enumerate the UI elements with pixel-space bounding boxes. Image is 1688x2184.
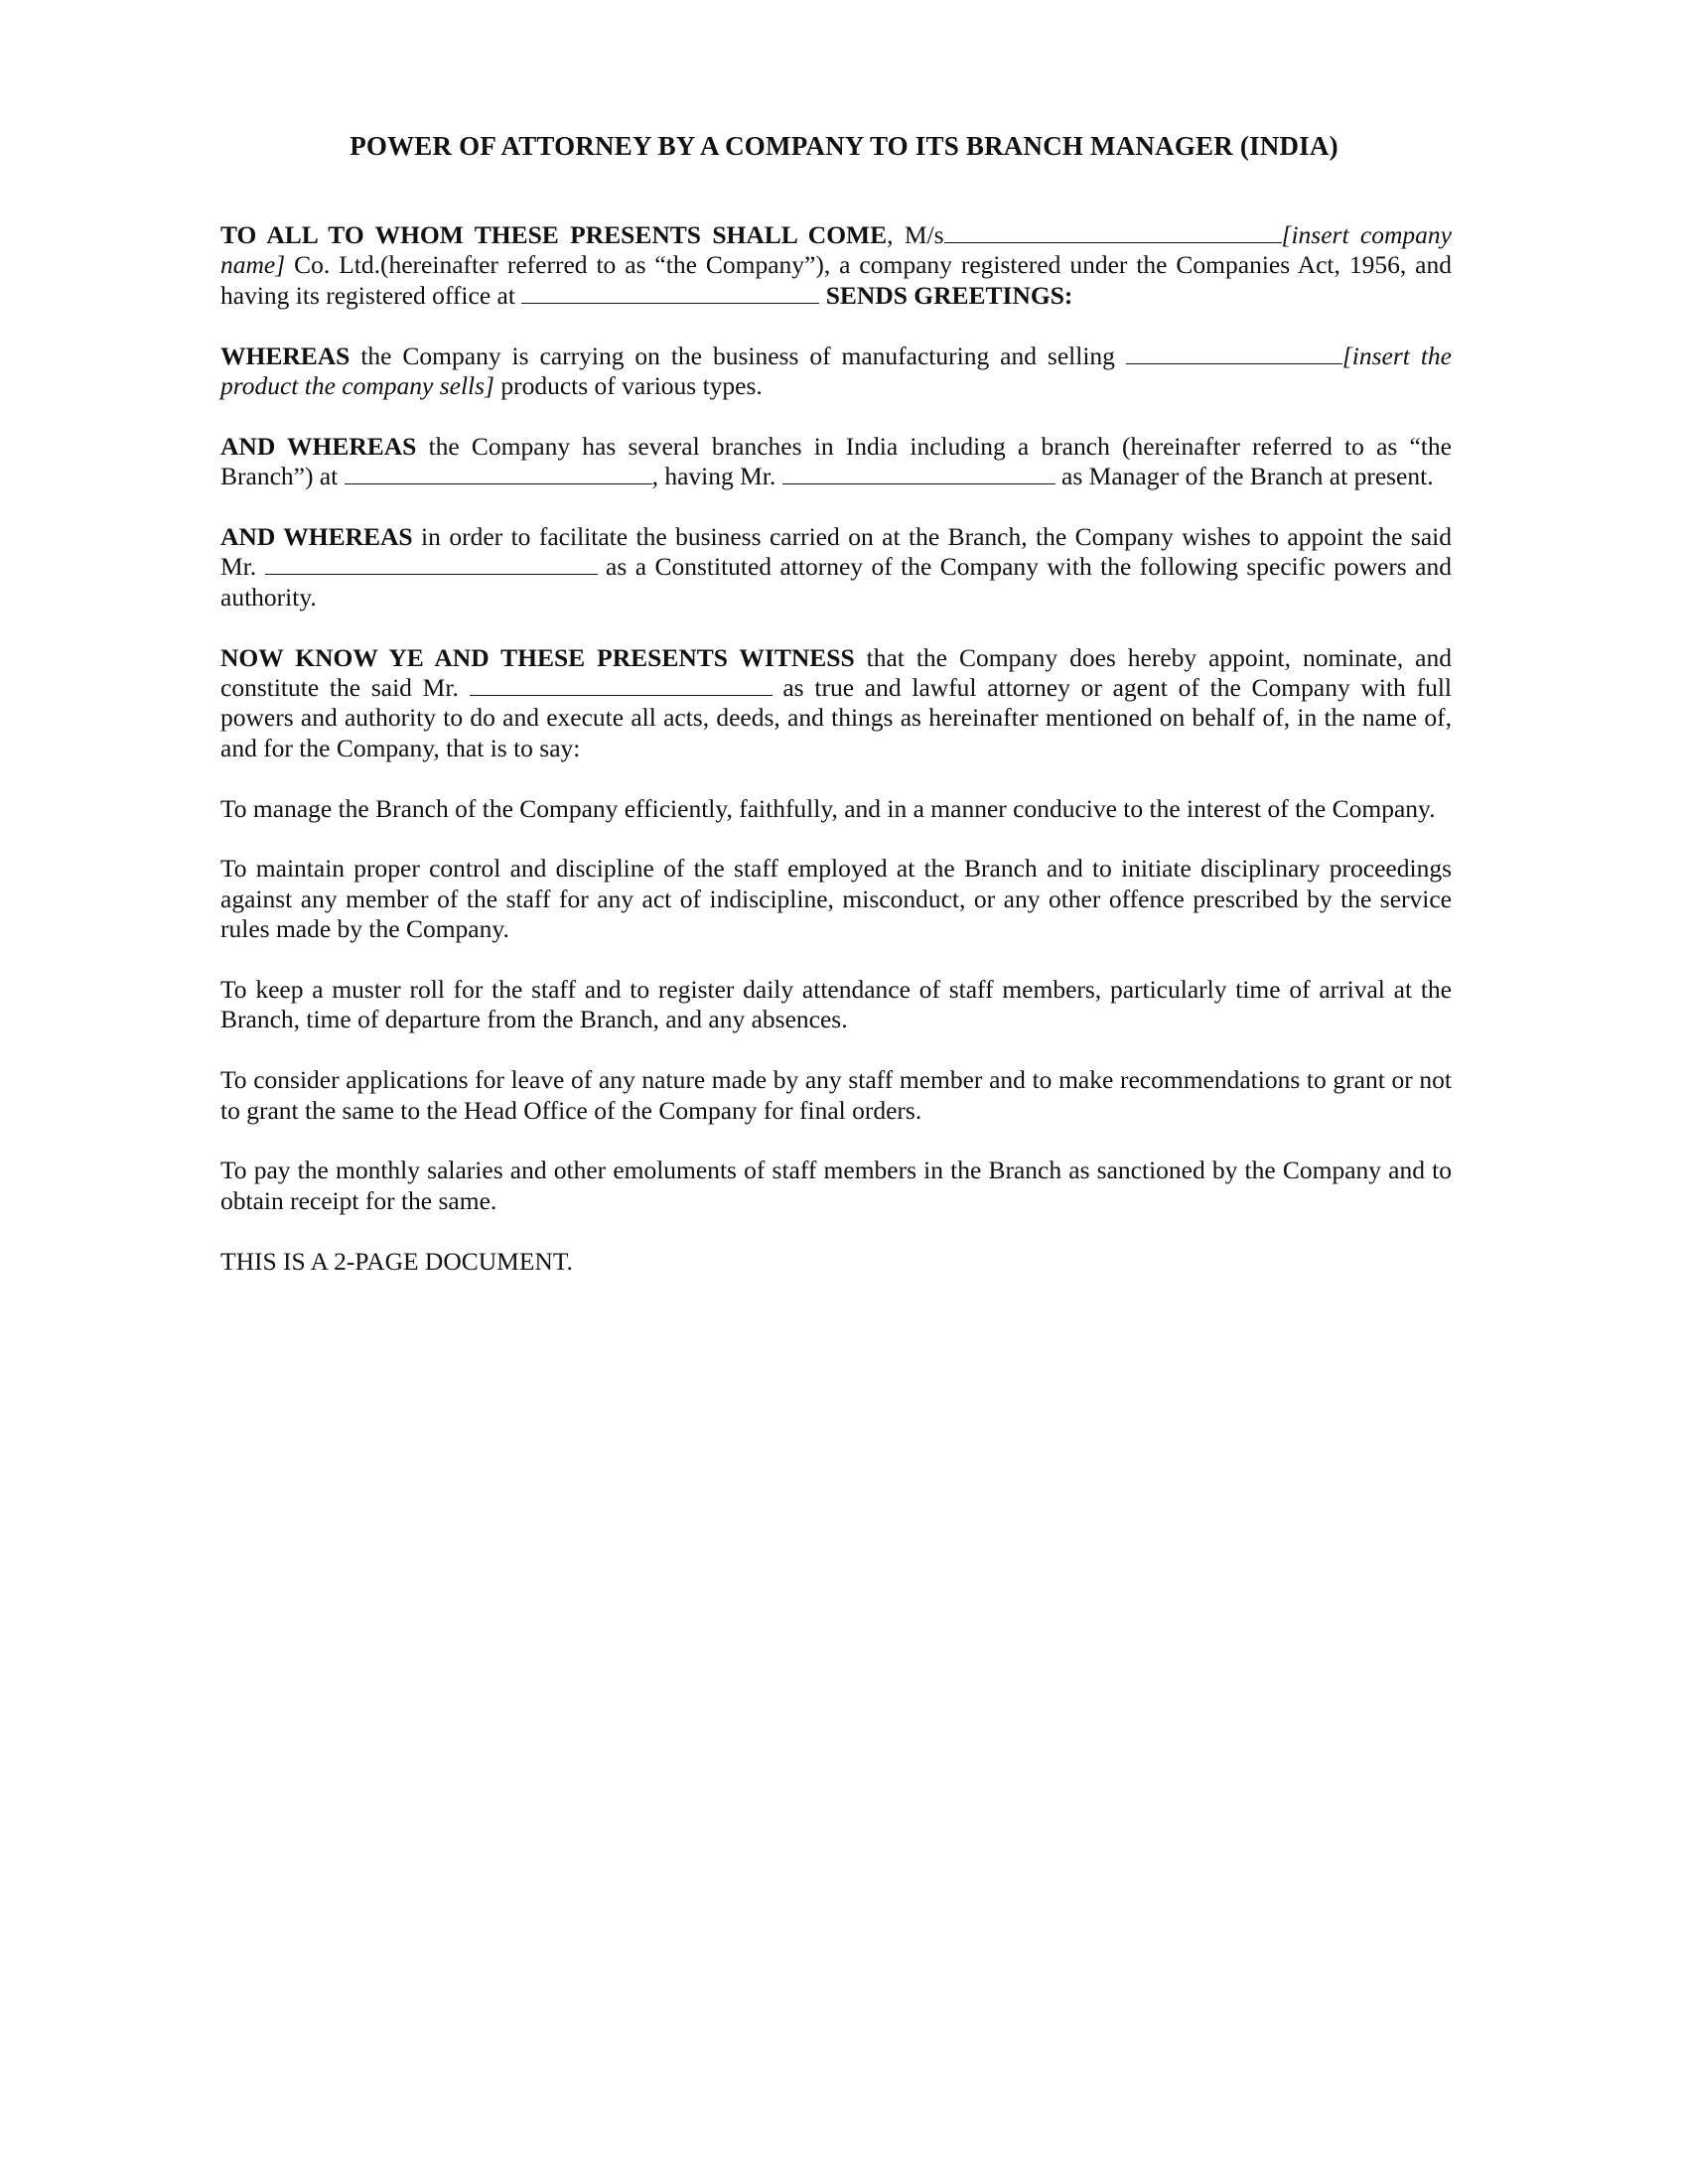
placeholder-company-name: [insert company name]	[220, 220, 1452, 280]
text: as true and lawful attorney or agent of the Company with full powers and authority to do and execute all acts, deeds, and things as hereinafter mentioned on behalf of, in the name of, and for the Company, that is to say:	[220, 673, 1452, 762]
text: as Manager of the Branch at present.	[1055, 462, 1434, 491]
text: the Company has several branches in India including a branch (hereinafter referred to as “the Branch”) at	[220, 431, 1452, 491]
text: , M/s	[887, 220, 944, 249]
company-name-blank[interactable]	[944, 220, 1282, 243]
text: in order to facilitate the business carried on at the Branch, the Company wishes to appoint the said Mr.	[220, 522, 1453, 582]
and-whereas-lead: AND WHEREAS	[220, 522, 413, 552]
text: that the Company does hereby appoint, nominate, and constitute the said Mr.	[220, 642, 1452, 703]
now-know-ye-lead: NOW KNOW YE AND THESE PRESENTS WITNESS	[220, 642, 855, 672]
text: Co. Ltd.(hereinafter referred to as “the Company”), a company registered under the Companies Act, 1956, and having its registered office at	[220, 250, 1452, 310]
power-clause: To maintain proper control and discipline of the staff employed at the Branch and to initiate disciplinary proceedings against any member of the staff for any act of indiscipline, misconduct, or any other offence prescribed by the service rules made by the Company.	[220, 854, 1452, 944]
sends-greetings: SENDS GREETINGS:	[825, 280, 1073, 310]
and-whereas-branch-paragraph	[220, 432, 1452, 492]
and-whereas-appoint-paragraph	[220, 522, 1452, 613]
text: , having Mr.	[651, 462, 782, 491]
document-body	[220, 220, 1452, 1306]
branch-location-blank[interactable]	[345, 462, 652, 484]
text: as a Constituted attorney of the Company with the following specific powers and authority.	[220, 552, 1452, 612]
power-clause: To consider applications for leave of any nature made by any staff member and to make recommendations to grant or not to grant the same to the Head Office of the Company for final orders.	[220, 1065, 1452, 1125]
manager-name-blank[interactable]	[782, 462, 1055, 484]
whereas-paragraph	[220, 341, 1452, 402]
registered-office-blank[interactable]	[521, 281, 819, 304]
document-title: POWER OF ATTORNEY BY A COMPANY TO ITS BRANCH MANAGER (INDIA)	[350, 131, 1338, 161]
and-whereas-lead: AND WHEREAS	[220, 431, 417, 461]
attorney-name-blank[interactable]	[265, 552, 598, 575]
placeholder-product: [insert the product the company sells]	[220, 341, 1452, 401]
power-clause: To pay the monthly salaries and other emoluments of staff members in the Branch as sanctioned by the Company and to obtain receipt for the same.	[220, 1156, 1452, 1215]
power-clause: To manage the Branch of the Company efficiently, faithfully, and in a manner conducive to the interest of the Company.	[220, 793, 1436, 823]
preamble-paragraph	[220, 220, 1452, 311]
power-clause: To keep a muster roll for the staff and to register daily attendance of staff members, particularly time of arrival at the Branch, time of departure from the Branch, and any absences.	[220, 975, 1452, 1034]
page-count-note: THIS IS A 2-PAGE DOCUMENT.	[220, 1246, 573, 1276]
whereas-lead: WHEREAS	[220, 341, 351, 370]
preamble-lead: TO ALL TO WHOM THESE PRESENTS SHALL COME	[220, 220, 888, 249]
product-blank[interactable]	[1126, 341, 1342, 364]
agent-name-blank[interactable]	[470, 673, 773, 696]
now-know-ye-paragraph	[220, 643, 1452, 764]
text: the Company is carrying on the business of manufacturing and selling	[350, 341, 1126, 370]
text: products of various types.	[493, 371, 763, 401]
